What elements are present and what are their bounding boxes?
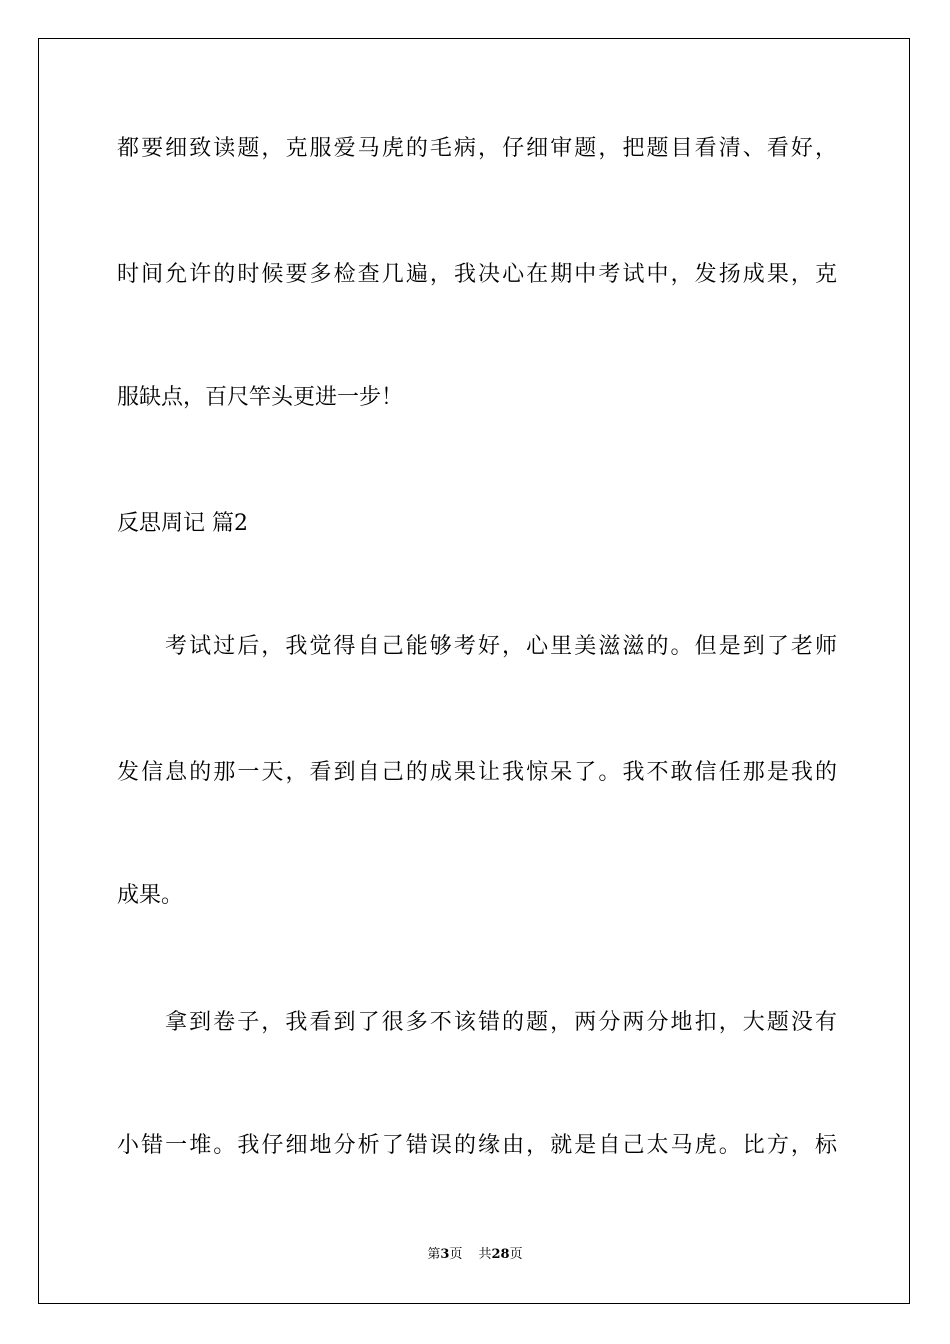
footer-total-prefix: 共	[478, 1247, 492, 1262]
footer-page-total: 28	[491, 1247, 510, 1262]
footer-page-current: 3	[440, 1247, 450, 1262]
page-footer	[0, 1246, 950, 1264]
section-heading: 反思周记 篇2	[117, 511, 248, 536]
paragraph-2-line-1: 考试过后，我觉得自己能够考好，心里美滋滋的。但是到了老师	[165, 634, 837, 659]
paragraph-2-line-3: 成果。	[117, 883, 184, 908]
footer-page-unit: 页	[449, 1247, 463, 1262]
paragraph-1-line-1: 都要细致读题，克服爱马虎的毛病，仔细审题，把题目看清、看好，	[117, 136, 837, 161]
paragraph-2-line-2: 发信息的那一天，看到自己的成果让我惊呆了。我不敢信任那是我的	[117, 760, 837, 785]
paragraph-3-line-1: 拿到卷子，我看到了很多不该错的题，两分两分地扣，大题没有	[165, 1010, 837, 1035]
paragraph-1-line-3: 服缺点，百尺竿头更进一步！	[117, 385, 404, 410]
paragraph-1-line-2: 时间允许的时候要多检查几遍，我决心在期中考试中，发扬成果，克	[117, 262, 837, 287]
footer-total-unit: 页	[509, 1247, 523, 1262]
paragraph-3-line-2: 小错一堆。我仔细地分析了错误的缘由，就是自己太马虎。比方，标	[117, 1133, 837, 1158]
footer-page-prefix: 第	[427, 1247, 441, 1262]
page-border	[38, 38, 910, 1304]
